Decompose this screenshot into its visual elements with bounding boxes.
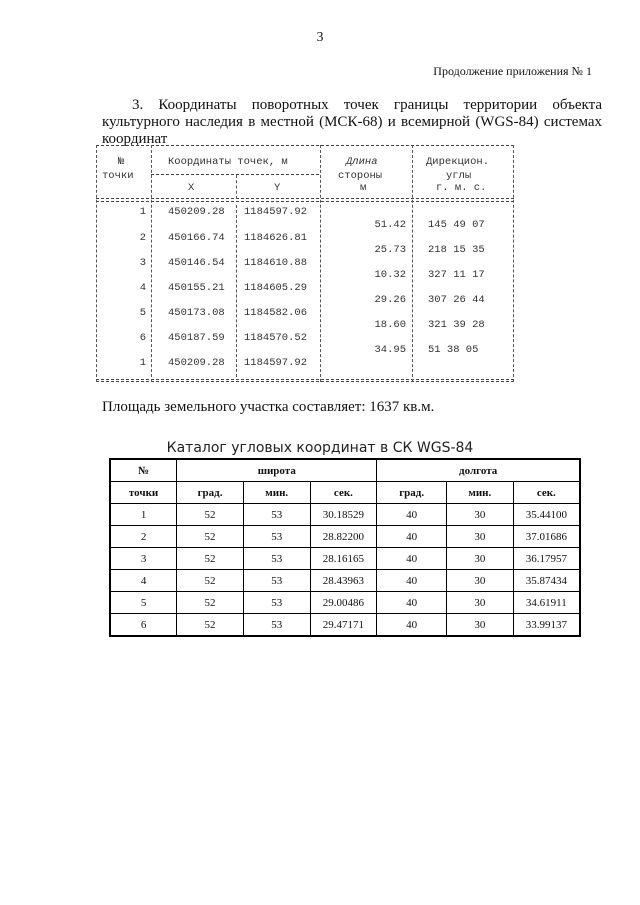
row-lat-min: 53 (243, 592, 310, 614)
row-lon-min: 30 (446, 504, 513, 526)
table-header-rule-2 (96, 201, 514, 202)
point-y: 1184605.29 (244, 282, 308, 294)
row-lat-deg: 52 (177, 570, 244, 592)
side-length: 51.42 (374, 219, 406, 231)
row-lon-min: 30 (446, 570, 513, 592)
point-y: 1184582.06 (244, 307, 308, 319)
side-direction: 307 26 44 (428, 294, 485, 306)
header-lon-deg: град. (377, 482, 447, 504)
table-row (110, 548, 580, 570)
head-meters: м (360, 182, 367, 194)
row-lon-deg: 40 (377, 614, 447, 637)
row-lat-sec: 28.82200 (310, 526, 377, 548)
point-x: 450155.21 (168, 282, 225, 294)
header-longitude: долгота (377, 459, 580, 482)
row-lon-sec: 35.87434 (513, 570, 580, 592)
row-lat-sec: 29.47171 (310, 614, 377, 637)
point-y: 1184610.88 (244, 257, 308, 269)
table-row (110, 570, 580, 592)
row-lat-deg: 52 (177, 614, 244, 637)
col-divider (236, 205, 237, 377)
header-lat-deg: град. (177, 482, 244, 504)
side-length: 18.60 (374, 319, 406, 331)
header-lat-sec: сек. (310, 482, 377, 504)
area-value: 1637 (369, 399, 400, 415)
point-x: 450146.54 (168, 257, 225, 269)
side-length: 34.95 (374, 344, 406, 356)
head-angles: углы (446, 170, 472, 182)
row-lat-sec: 28.43963 (310, 570, 377, 592)
row-point: 2 (110, 526, 177, 548)
point-y: 1184570.52 (244, 332, 308, 344)
point-x: 450166.74 (168, 232, 225, 244)
col-divider (412, 145, 413, 382)
point-number: 1 (139, 357, 146, 369)
point-y: 1184597.92 (244, 357, 308, 369)
wgs-coordinates-table (109, 458, 581, 637)
head-x: X (188, 182, 195, 194)
coords-sub-rule (151, 174, 319, 175)
row-lon-min: 30 (446, 614, 513, 637)
table-subheader-row (110, 482, 580, 504)
row-lat-min: 53 (243, 614, 310, 637)
col-divider (320, 145, 321, 382)
row-lon-sec: 36.17957 (513, 548, 580, 570)
point-number: 2 (139, 232, 146, 244)
row-lat-min: 53 (243, 548, 310, 570)
col-divider (151, 145, 152, 382)
head-point: точки (102, 170, 134, 182)
table-row (110, 592, 580, 614)
table-header-rule (96, 198, 514, 199)
header-latitude: широта (177, 459, 377, 482)
row-lat-sec: 29.00486 (310, 592, 377, 614)
header-lon-sec: сек. (513, 482, 580, 504)
header-number: № (110, 459, 177, 482)
row-lat-sec: 28.16165 (310, 548, 377, 570)
point-number: 4 (139, 282, 146, 294)
table-bottom-rule-2 (96, 381, 514, 382)
row-point: 5 (110, 592, 177, 614)
side-direction: 321 39 28 (428, 319, 485, 331)
row-lon-deg: 40 (377, 504, 447, 526)
row-lon-min: 30 (446, 592, 513, 614)
msk-coordinates-table (96, 145, 514, 382)
row-lon-sec: 35.44100 (513, 504, 580, 526)
area-statement (102, 399, 434, 416)
table-header-row (110, 459, 580, 482)
point-y: 1184626.81 (244, 232, 308, 244)
row-lat-sec: 30.18529 (310, 504, 377, 526)
point-x: 450209.28 (168, 357, 225, 369)
row-lat-deg: 52 (177, 504, 244, 526)
section-heading (102, 97, 602, 148)
head-length: Длина (346, 156, 378, 168)
page-number: 3 (316, 30, 324, 45)
row-lat-min: 53 (243, 504, 310, 526)
section-heading-line-1: 3. Координаты поворотных точек границы территории объекта (132, 97, 602, 113)
row-lat-min: 53 (243, 570, 310, 592)
section-heading-line-2: культурного наследия в местной (МСК-68) и всемирной (WGS-84) системах (102, 114, 602, 130)
header-point: точки (110, 482, 177, 504)
row-point: 1 (110, 504, 177, 526)
row-lon-deg: 40 (377, 548, 447, 570)
side-direction: 145 49 07 (428, 219, 485, 231)
row-lon-deg: 40 (377, 570, 447, 592)
col-divider (96, 145, 97, 382)
point-number: 3 (139, 257, 146, 269)
head-dms: г. м. с. (436, 182, 487, 194)
side-length: 29.26 (374, 294, 406, 306)
row-lon-sec: 34.61911 (513, 592, 580, 614)
appendix-continuation-note: Продолжение приложения № 1 (433, 64, 592, 78)
row-lat-deg: 52 (177, 548, 244, 570)
head-side: стороны (338, 170, 383, 182)
table-top-rule (96, 145, 514, 146)
area-label: Площадь земельного участка составляет: (102, 399, 366, 415)
point-y: 1184597.92 (244, 206, 308, 218)
side-direction: 218 15 35 (428, 244, 485, 256)
row-lon-min: 30 (446, 526, 513, 548)
row-lon-min: 30 (446, 548, 513, 570)
row-point: 6 (110, 614, 177, 637)
row-lon-sec: 37.01686 (513, 526, 580, 548)
header-lon-min: мин. (446, 482, 513, 504)
row-point: 3 (110, 548, 177, 570)
area-unit: кв.м. (402, 399, 435, 415)
table-row (110, 614, 580, 637)
side-length: 10.32 (374, 269, 406, 281)
row-lat-deg: 52 (177, 526, 244, 548)
head-direction: Дирекцион. (426, 156, 490, 168)
row-lon-sec: 33.99137 (513, 614, 580, 637)
point-x: 450187.59 (168, 332, 225, 344)
col-divider (513, 145, 514, 382)
side-direction: 51 38 05 (428, 344, 479, 356)
row-lat-min: 53 (243, 526, 310, 548)
side-length: 25.73 (374, 244, 406, 256)
section-heading-line-3: координат (102, 131, 168, 147)
head-number: № (118, 156, 125, 168)
point-number: 5 (139, 307, 146, 319)
head-y: Y (274, 182, 281, 194)
table-row (110, 504, 580, 526)
row-lon-deg: 40 (377, 592, 447, 614)
row-lat-deg: 52 (177, 592, 244, 614)
table-bottom-rule (96, 379, 514, 380)
head-coords: Координаты точек, м (168, 156, 288, 168)
row-point: 4 (110, 570, 177, 592)
table-row (110, 526, 580, 548)
row-lon-deg: 40 (377, 526, 447, 548)
point-x: 450209.28 (168, 206, 225, 218)
point-x: 450173.08 (168, 307, 225, 319)
side-direction: 327 11 17 (428, 269, 485, 281)
header-lat-min: мин. (243, 482, 310, 504)
point-number: 1 (139, 206, 146, 218)
wgs-catalog-title: Каталог угловых координат в СК WGS-84 (166, 440, 474, 456)
col-divider (236, 175, 237, 199)
point-number: 6 (139, 332, 146, 344)
